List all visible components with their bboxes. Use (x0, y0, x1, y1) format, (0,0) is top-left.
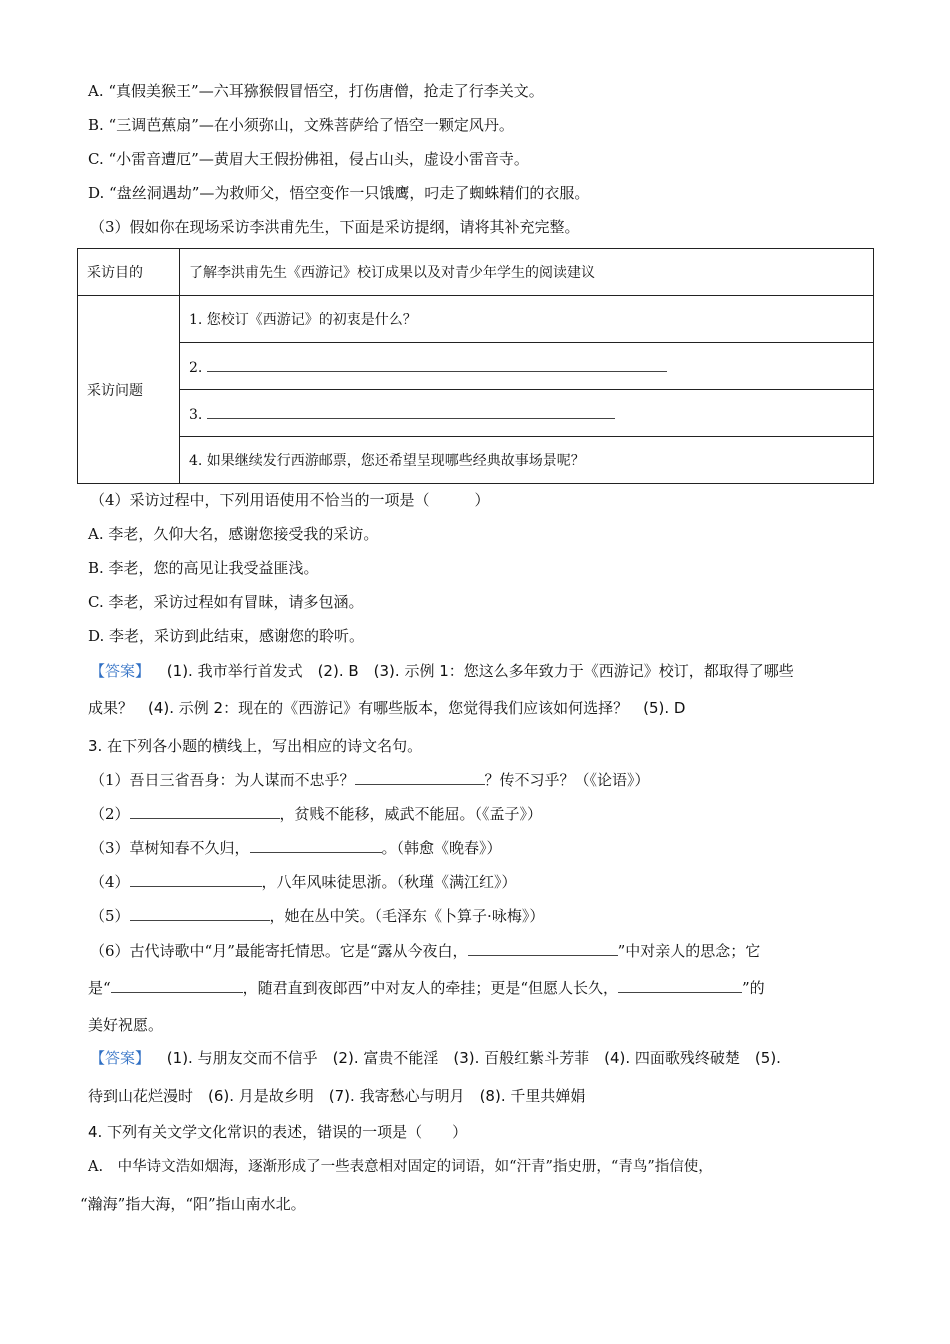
poem-text: ，随君直到夜郎西”中对友人的牵挂；更是“但愿人长久， (242, 979, 619, 997)
poem-text: ，她在丛中笑。（毛泽东《卜算子·咏梅》） (269, 907, 545, 925)
poem-text: 。（韩愈《晚春》） (381, 839, 502, 857)
option-c: C. “小雷音遭厄”—黄眉大王假扮佛祖，侵占山头，虚设小雷音寺。 (88, 150, 529, 168)
poem-item-6-line-2 (88, 978, 765, 998)
interview-question-4: 4. 如果继续发行西游邮票，您还希望呈现哪些经典故事场景呢？ (180, 437, 874, 484)
poem-text: ，八年风味徒思浙。（秋瑾《满江红》） (261, 873, 517, 891)
poem-item-6-line-3: 美好祝愿。 (88, 1016, 164, 1034)
option-a: A. 李老，久仰大名，感谢您接受我的采访。 (88, 525, 379, 543)
purpose-text: 了解李洪甫先生《西游记》校订成果以及对青少年学生的阅读建议 (180, 249, 874, 296)
answer-blank (355, 770, 485, 785)
poem-text: 是“ (88, 979, 111, 997)
answer-tag: 【答案】 (90, 662, 151, 680)
poem-item-2 (90, 804, 542, 824)
answer-blank (618, 978, 742, 993)
answer-text: (1). 我市举行首发式 (2). B (3). 示例 1：您这么多年致力于《西游记》校订，都取得了哪些 (166, 662, 794, 680)
option-d: D. “盘丝洞遇劫”—为救师父，悟空变作一只饿鹰，叼走了蜘蛛精们的衣服。 (88, 184, 590, 202)
poem-text: ”的 (742, 979, 765, 997)
poem-item-4 (90, 872, 517, 892)
option-c: C. 李老，采访过程如有冒昧，请多包涵。 (88, 593, 364, 611)
poem-text: （3）草树知春不久归， (90, 839, 250, 857)
question-number: 3. (189, 406, 203, 423)
option-b: B. “三调芭蕉扇”—在小须弥山，文殊菩萨给了悟空一颗定风丹。 (88, 116, 514, 134)
answer-text-continued: 成果？ (4). 示例 2：现在的《西游记》有哪些版本，您觉得我们应该如何选择？ (5). D (88, 699, 686, 717)
poem-text: ”中对亲人的思念；它 (617, 942, 761, 960)
question-3-title: 3. 在下列各小题的横线上，写出相应的诗文名句。 (88, 737, 423, 755)
answer-tag: 【答案】 (90, 1049, 151, 1067)
option-d: D. 李老，采访到此结束，感谢您的聆听。 (88, 627, 365, 645)
poem-text: （4） (90, 873, 130, 891)
table-row (78, 437, 874, 484)
option-a-continued: “瀚海”指大海，“阳”指山南水北。 (80, 1195, 306, 1213)
questions-label: 采访问题 (78, 296, 180, 484)
answer-block-2 (90, 1048, 781, 1068)
table-row (78, 296, 874, 343)
answer-block-1 (90, 661, 794, 681)
answer-blank (468, 941, 618, 956)
table-row (78, 390, 874, 437)
poem-text: ，贫贱不能移，威武不能屈。（《孟子》） (279, 805, 543, 823)
question-4-title: 4. 下列有关文学文化常识的表述，错误的一项是（ ） (88, 1123, 468, 1141)
answer-blank (207, 357, 667, 372)
interview-question-2 (180, 343, 874, 390)
interview-outline-table (77, 248, 874, 484)
answer-blank (130, 804, 280, 819)
poem-text: （2） (90, 805, 130, 823)
poem-item-3 (90, 838, 502, 858)
option-a: A. 中华诗文浩如烟海，逐渐形成了一些表意相对固定的词语，如“汗青”指史册，“青鸟”指信使， (88, 1159, 713, 1175)
poem-item-5 (90, 906, 544, 926)
poem-text: （1）吾日三省吾身：为人谋而不忠乎？ (90, 771, 355, 789)
poem-item-6 (90, 941, 760, 961)
answer-blank (130, 906, 270, 921)
option-a: A. “真假美猴王”—六耳猕猴假冒悟空，打伤唐僧，抢走了行李关文。 (88, 82, 544, 100)
table-row (78, 343, 874, 390)
answer-blank (250, 838, 382, 853)
answer-blank (207, 404, 615, 419)
purpose-label: 采访目的 (78, 249, 180, 296)
option-b: B. 李老，您的高见让我受益匪浅。 (88, 559, 319, 577)
question-3-prompt: （3）假如你在现场采访李洪甫先生，下面是采访提纲，请将其补充完整。 (90, 218, 580, 236)
question-number: 2. (189, 359, 203, 376)
answer-text-continued: 待到山花烂漫时 (6). 月是故乡明 (7). 我寄愁心与明月 (8). 千里共婵娟 (88, 1087, 586, 1105)
answer-blank (111, 978, 243, 993)
poem-text: （6）古代诗歌中“月”最能寄托情思。它是“露从今夜白， (90, 942, 468, 960)
table-row (78, 249, 874, 296)
poem-text: ？传不习乎？（《论语》） (484, 771, 650, 789)
answer-text: (1). 与朋友交而不信乎 (2). 富贵不能淫 (3). 百般红紫斗芳菲 (4). 四面歌残终破楚 (5). (166, 1049, 781, 1067)
answer-blank (130, 872, 262, 887)
poem-item-1 (90, 770, 650, 790)
question-4-prompt: （4）采访过程中，下列用语使用不恰当的一项是（ ） (90, 491, 490, 509)
interview-question-1: 1. 您校订《西游记》的初衷是什么？ (180, 296, 874, 343)
poem-text: （5） (90, 907, 130, 925)
interview-question-3 (180, 390, 874, 437)
